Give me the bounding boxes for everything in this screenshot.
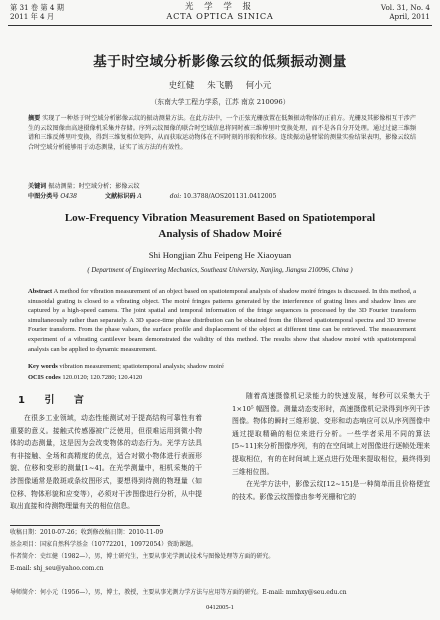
authors-en: Shi Hongjian Zhu Feipeng He Xiaoyuan	[148, 250, 292, 260]
abstract-en	[28, 287, 416, 354]
intro-paragraph-1: 在很多工业领域，动态性能测试对于提高结构可靠性有着重要的意义。接触式传感器被广泛使用，但很难运用到微小物体的动态测量，这是因为会改变物体的动态行为。光学方法具有非接触、全场和高精度的优点，适合对微小物体进行表面形貌、位移和变形的测量[1~4]。在光学测量中，相机采集的干涉图像通常是散斑或条纹图形式，要想得到待测的物理量（如位移、物体形貌和应变等），必须对干涉图像进行分析，从中提取出直接和待测物理量有关的相位信息。	[10, 414, 202, 511]
keywords-cn-text: 振动测量；时空域分析；影像云纹	[48, 183, 140, 190]
keywords-en-text: vibration measurement; spatiotemporal analysis; shadow moiré	[59, 363, 224, 370]
section-heading-intro: 1 引 言	[18, 395, 92, 406]
doi-label: doi:	[169, 193, 182, 200]
running-header	[8, 3, 432, 33]
ocis-value: 120.0120; 120.7280; 120.4120	[62, 374, 143, 381]
clc-code	[28, 193, 77, 200]
footnote-author: 作者简介：史红健（1982—），男，博士研究生，主要从事光学测试技术与图像处理等方面的研究。	[10, 553, 275, 560]
footnote-received: 收稿日期：2010-07-26；收到修改稿日期：2010-11-09	[10, 529, 164, 536]
header-right	[381, 3, 430, 21]
header-volume: 第 31 卷 第 4 期	[10, 3, 64, 12]
clc-label: 中图分类号	[28, 193, 59, 200]
affiliation-cn: （东南大学工程力学系，江苏 南京 210096）	[150, 98, 290, 106]
doi-value: 10.3788/AOS201131.0412005	[183, 193, 277, 200]
header-volume-en: Vol. 31, No. 4	[380, 3, 430, 12]
journal-name-en: ACTA OPTICA SINICA	[166, 11, 274, 21]
affiliation-en: ( Department of Engineering Mechanics, Southeast University, Nanjing, Jiangsu 210096, China )	[87, 267, 353, 274]
header-center	[8, 3, 432, 21]
keywords-en-label: Key words	[28, 363, 58, 370]
authors-cn: 史红健 朱飞鹏 何小元	[168, 81, 272, 91]
title-en-line1: Low-Frequency Vibration Measurement Based on Spatiotemporal	[64, 212, 376, 224]
paper-title-en	[0, 210, 440, 242]
keywords-en	[28, 362, 416, 372]
classification-line	[28, 192, 416, 202]
doc-value: A	[137, 193, 142, 200]
doc-code	[105, 193, 142, 200]
journal-name-cn: 光 学 学 报	[184, 2, 256, 12]
footnote-rule	[10, 525, 160, 526]
ocis-label: OCIS codes	[28, 374, 61, 381]
doc-label: 文献标识码	[104, 193, 136, 200]
body-column-right	[232, 390, 430, 503]
abstract-cn	[28, 114, 416, 152]
title-en-line2: Analysis of Shadow Moiré	[158, 228, 282, 240]
abstract-en-text: A method for vibration measurement of an object based on spatiotemporal analysis of shadow moiré fringes is discussed. In this method, a sinusoidal grating is closed to a vibrating object. The moiré fringes patterns generated by the interference of grating lines and shadow lines are captured by a high-speed camera. The joint spatial and temporal information of the fringe sequences is processed by the 3D Fourier transform simultaneously rather than separately. A 3D space-time phase distribution can be obtained from the filtered spatiotemporal spectra and 3D inverse Fourier transform. From the phase values, the surface profile and displacement of the object at different time can be retrieved. The measurement experiment of a vibrating cantilever beam demonstrated the validity of this method. The results show that shadow moiré with spatiotemporal analysis can be applied to dynamic measurement.	[28, 288, 416, 353]
header-date-cn: 2011 年 4 月	[10, 12, 55, 21]
intro-paragraph-2: 随着高速摄像机记录能力的快速发展，每秒可以采集大于 1×10⁵ 幅图像。测量动态变形时，高速摄像机记录得到序列干涉图像。物体的瞬时三维形貌、变形和动态响应可以从序列图像中通过提取精确的相位来进行分析。一些学者采用不同的算法[5~11]来分析图像序列，有的在空间域上对图像进行逐帧处理来提取相位，有的在时间域上逐点进行处理来提取相位，最终得到三维相位图。	[232, 392, 430, 476]
paper-title-cn: 基于时空域分析影像云纹的低频振动测量	[93, 54, 347, 70]
keywords-cn-label: 关键词	[28, 183, 47, 190]
footnote-advisor: 导师简介：何小元（1956—），男，博士，教授，主要从事光测力学方法与应用等方面的研究。E-mail: mmhxy@seu.edu.cn	[10, 589, 347, 596]
clc-value: O438	[60, 193, 78, 200]
ocis-codes	[28, 373, 416, 383]
keywords-cn	[28, 182, 416, 192]
header-rule	[8, 25, 432, 26]
page-number: 0412005-1	[206, 604, 234, 611]
footnote-author-email: E-mail: shj_seu@yahoo.com.cn	[10, 565, 104, 572]
body-column-left	[10, 390, 202, 513]
doi	[170, 193, 303, 200]
header-date-en: April, 2011	[389, 12, 430, 21]
footnote-funding: 基金项目：国家自然科学基金（10772201，10972054）资助课题。	[10, 541, 198, 548]
abstract-cn-label: 摘要	[28, 115, 41, 122]
abstract-cn-text: 实现了一种基于时空域分析影像云纹的振动测量方法。在此方法中，一个正弦光栅放置在低频振动物体的正前方。光栅及其影像相互干涉产生的云纹图像由高速摄像机采集并存储。序列云纹图像的联合时空域信息将同时被三维傅里叶变换处理，而不是各自分开处理。通过过滤三维频谱和三维反傅里叶变换，得到三维复相位矩阵，从而获取运动物体在不同时刻的形貌和位移。连续振动悬臂梁的测量实验结果表明，影像云纹结合时空域分析能够用于动态测量，证实了该方法的有效性。	[28, 115, 417, 151]
intro-paragraph-3: 在光学方法中，影像云纹[12~15]是一种简单而且价格便宜的技术。影像云纹图像由参考光栅和它的	[232, 480, 430, 501]
abstract-en-label: Abstract	[28, 288, 53, 295]
